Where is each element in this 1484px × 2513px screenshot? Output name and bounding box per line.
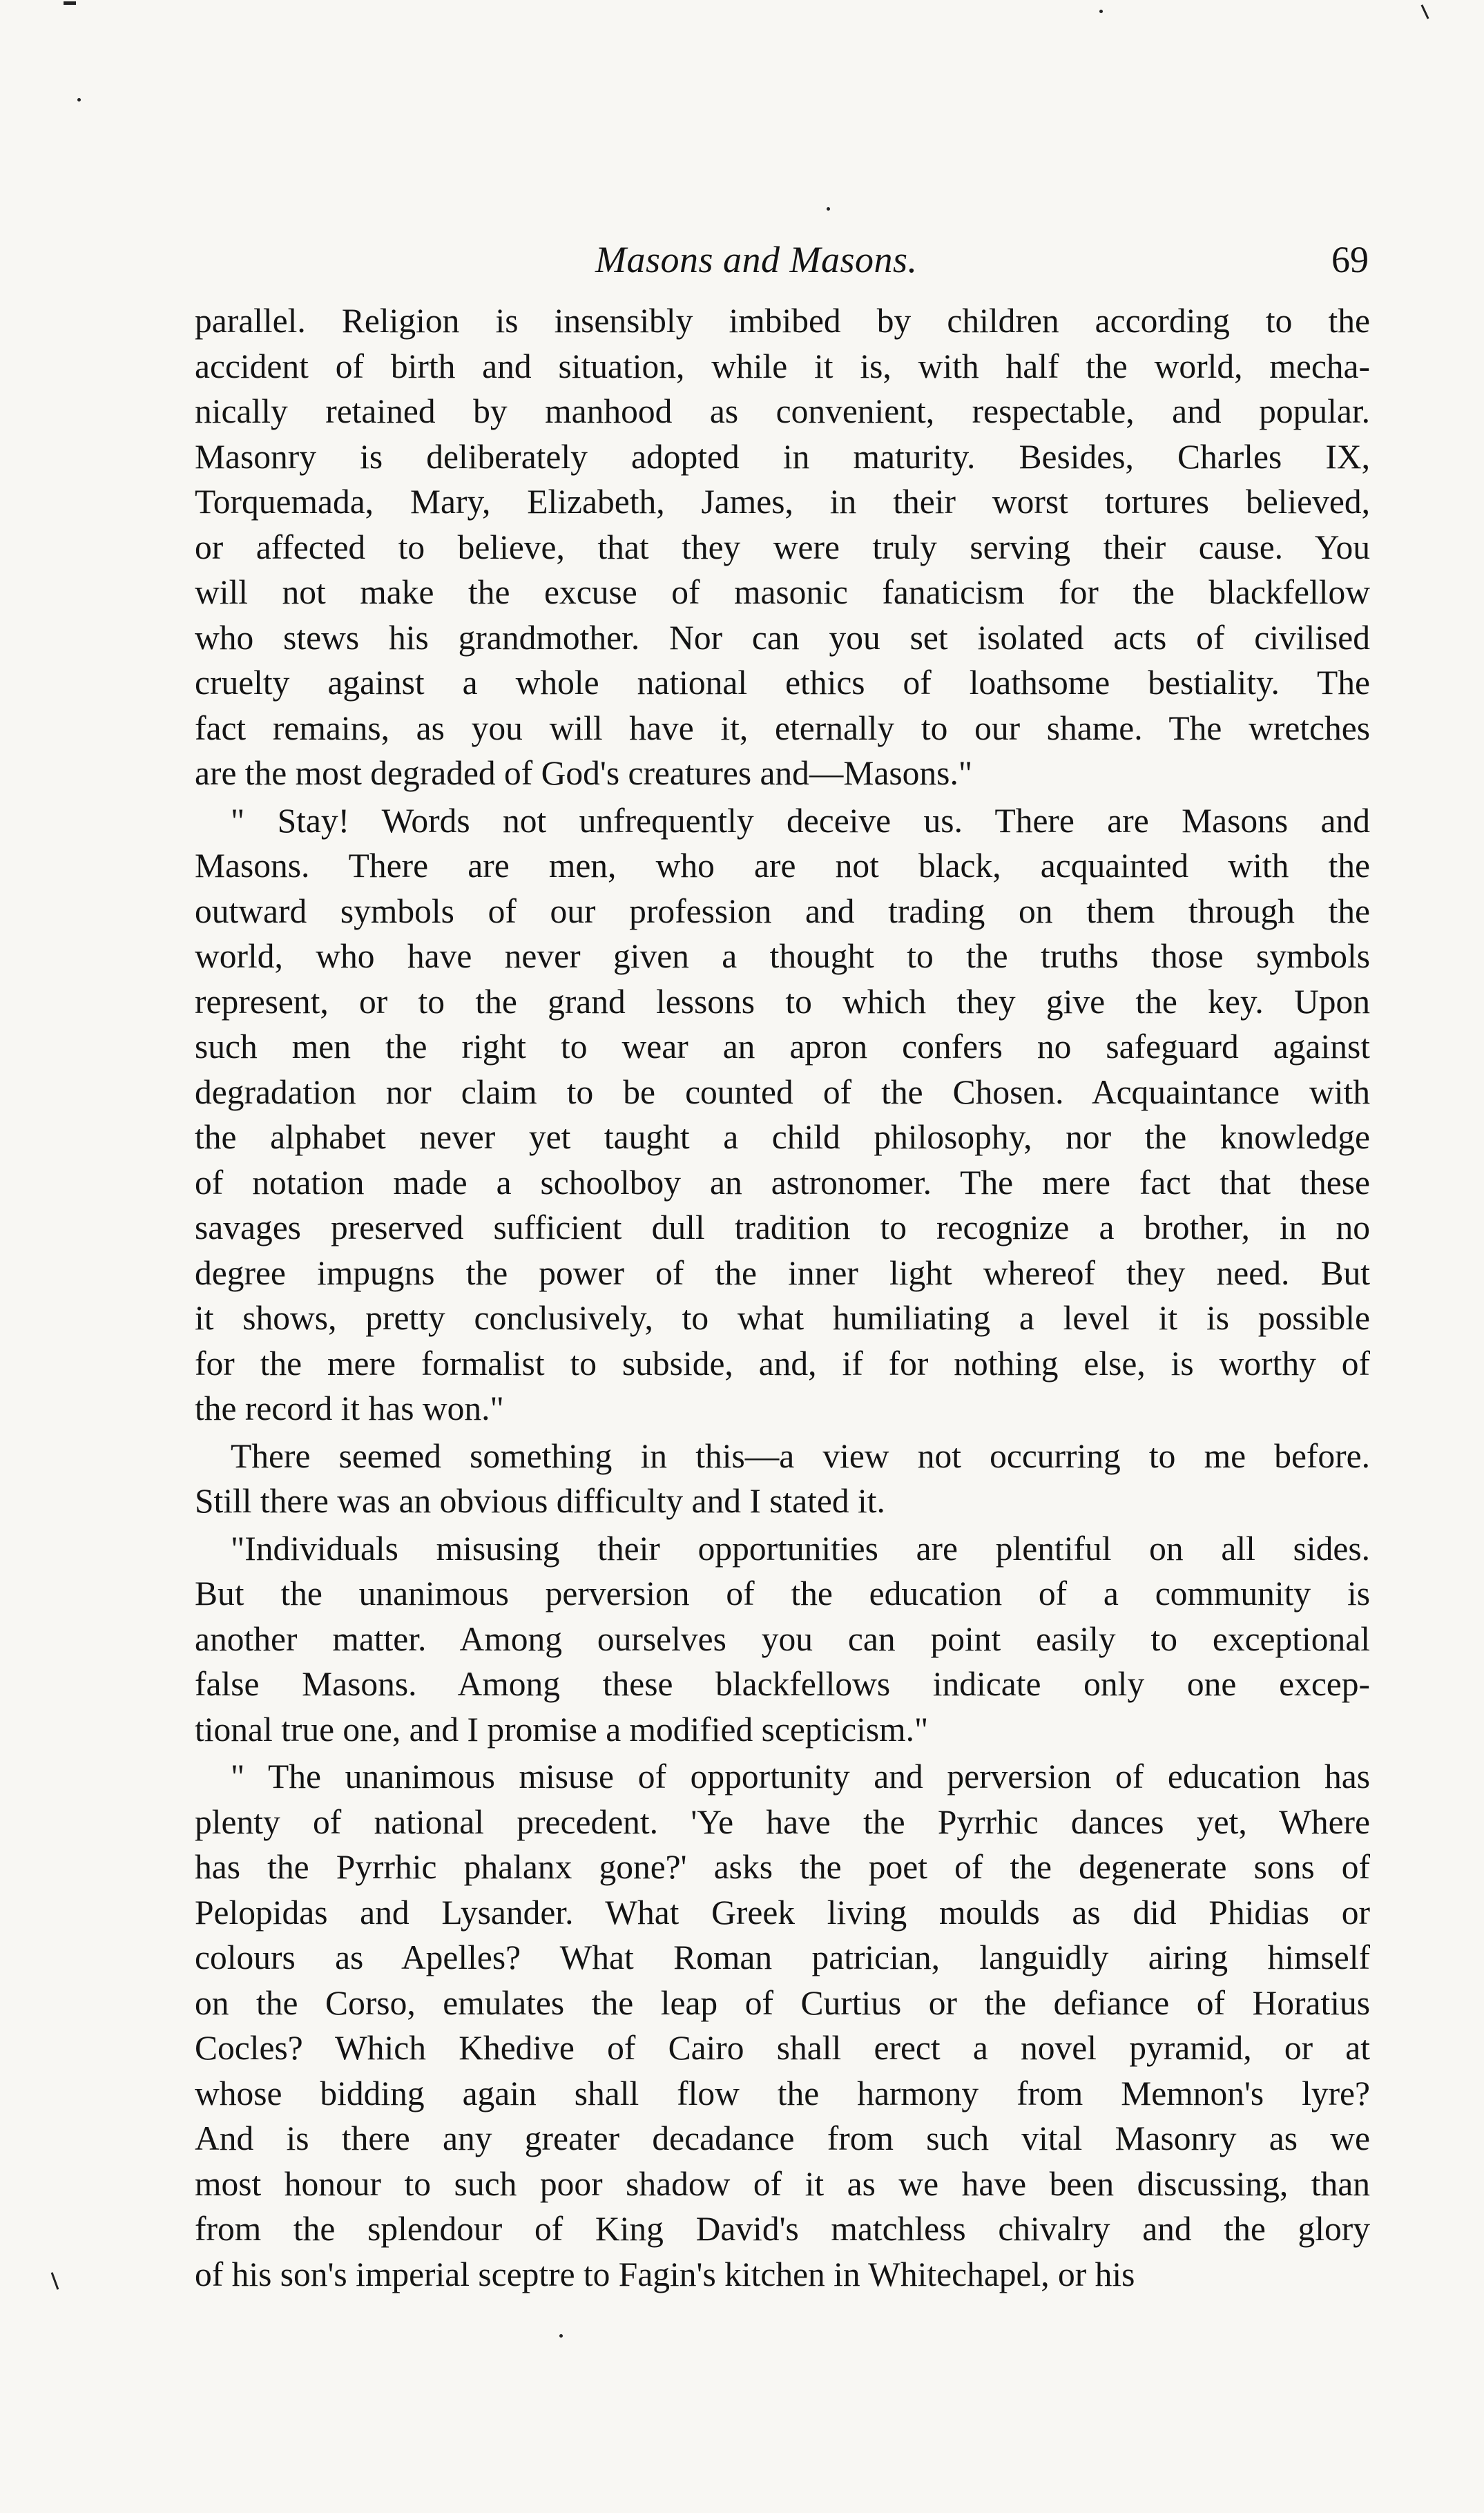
text-line: And is there any greater decadance from such vital Masonry as we xyxy=(195,2119,1370,2157)
text-line: Masons. There are men, who are not black, acquainted with the xyxy=(195,847,1370,885)
text-line: fact remains, as you will have it, eternally to our shame. The wretches xyxy=(195,709,1370,747)
text-line: nically retained by manhood as convenient, respectable, and popular. xyxy=(195,392,1370,430)
text-line: such men the right to wear an apron confers no safeguard against xyxy=(195,1028,1370,1066)
text-line: colours as Apelles? What Roman patrician, languidly airing himself xyxy=(195,1938,1370,1976)
text-line: are the most degraded of God's creatures and—Masons." xyxy=(195,754,973,792)
text-line: on the Corso, emulates the leap of Curtius or the defiance of Horatius xyxy=(195,1983,1370,2022)
scan-mark-left-margin xyxy=(51,2272,59,2289)
text-line: Masonry is deliberately adopted in maturity. Besides, Charles IX, xyxy=(195,437,1370,476)
paragraph xyxy=(195,1434,1370,1524)
text-line: accident of birth and situation, while it is, with half the world, mecha- xyxy=(195,347,1370,385)
text-line: will not make the excuse of masonic fanaticism for the blackfellow xyxy=(195,573,1370,611)
text-line: parallel. Religion is insensibly imbibed by children according to the xyxy=(195,302,1370,340)
text-line: savages preserved sufficient dull tradition to recognize a brother, in no xyxy=(195,1209,1370,1246)
text-line: cruelty against a whole national ethics of loathsome bestiality. The xyxy=(195,664,1370,702)
text-line: or affected to believe, that they were truly serving their cause. You xyxy=(195,528,1370,566)
running-title: Masons and Masons. xyxy=(595,239,918,280)
text-line: degree impugns the power of the inner light whereof they need. But xyxy=(195,1253,1370,1292)
text-line: whose bidding again shall flow the harmony from Memnon's lyre? xyxy=(195,2074,1370,2112)
text-line: " Stay! Words not unfrequently deceive us. There are Masons and xyxy=(231,801,1370,840)
text-line: There seemed something in this—a view not occurring to me before. xyxy=(231,1436,1370,1475)
text-line: tional true one, and I promise a modified scepticism." xyxy=(195,1710,929,1749)
text-line: degradation nor claim to be counted of the Chosen. Acquaintance with xyxy=(195,1072,1370,1111)
text-line: Cocles? Which Khedive of Cairo shall erect a novel pyramid, or at xyxy=(195,2029,1370,2067)
text-line: world, who have never given a thought to the truths those symbols xyxy=(195,937,1370,975)
scan-mark-left-dot xyxy=(77,98,81,102)
text-line: the alphabet never yet taught a child philosophy, nor the knowledge xyxy=(195,1118,1370,1156)
text-line: from the splendour of King David's matchless chivalry and the glory xyxy=(195,2210,1370,2248)
text-line: false Masons. Among these blackfellows indicate only one excep- xyxy=(195,1665,1370,1703)
text-line: for the mere formalist to subside, and, if for nothing else, is worthy of xyxy=(195,1344,1370,1383)
text-line: outward symbols of our profession and trading on them through the xyxy=(195,892,1370,930)
paragraph xyxy=(195,798,1370,1432)
text-line: most honour to such poor shadow of it as we have been discussing, than xyxy=(195,2164,1370,2203)
scan-mark-top-left xyxy=(64,1,76,5)
scan-mark-top-right xyxy=(1420,4,1429,19)
text-line: of notation made a schoolboy an astronomer. The mere fact that these xyxy=(195,1163,1370,1202)
running-header xyxy=(195,232,1369,294)
scan-mark-center-dot xyxy=(827,207,830,211)
paragraph xyxy=(195,1754,1370,2297)
paragraph xyxy=(195,1526,1370,1753)
text-line: another matter. Among ourselves you can point easily to exceptional xyxy=(195,1619,1370,1658)
paragraph xyxy=(195,298,1370,796)
text-line: the record it has won." xyxy=(195,1389,504,1427)
text-line: Torquemada, Mary, Elizabeth, James, in their worst tortures believed, xyxy=(195,483,1370,521)
text-line: But the unanimous perversion of the education of a community is xyxy=(195,1575,1370,1612)
text-line: "Individuals misusing their opportunities are plentiful on all sides. xyxy=(231,1529,1370,1568)
text-line: who stews his grandmother. Nor can you set isolated acts of civilised xyxy=(195,618,1370,657)
scan-mark-bottom-dot xyxy=(559,2334,563,2338)
text-line: plenty of national precedent. 'Ye have the Pyrrhic dances yet, Where xyxy=(195,1802,1370,1841)
page-number: 69 xyxy=(1331,239,1369,280)
text-line: " The unanimous misuse of opportunity and perversion of education has xyxy=(231,1758,1370,1795)
text-line: represent, or to the grand lessons to which they give the key. Upon xyxy=(195,982,1370,1021)
text-line: of his son's imperial sceptre to Fagin's kitchen in Whitechapel, or his xyxy=(195,2255,1135,2293)
text-line: Still there was an obvious difficulty and I stated it. xyxy=(195,1482,885,1520)
text-line: Pelopidas and Lysander. What Greek living moulds as did Phidias or xyxy=(195,1893,1370,1932)
body-text xyxy=(195,298,1370,2299)
scan-mark-top-center xyxy=(1099,10,1103,13)
text-line: it shows, pretty conclusively, to what humiliating a level it is possible xyxy=(195,1299,1370,1337)
text-line: has the Pyrrhic phalanx gone?' asks the poet of the degenerate sons of xyxy=(195,1848,1370,1886)
